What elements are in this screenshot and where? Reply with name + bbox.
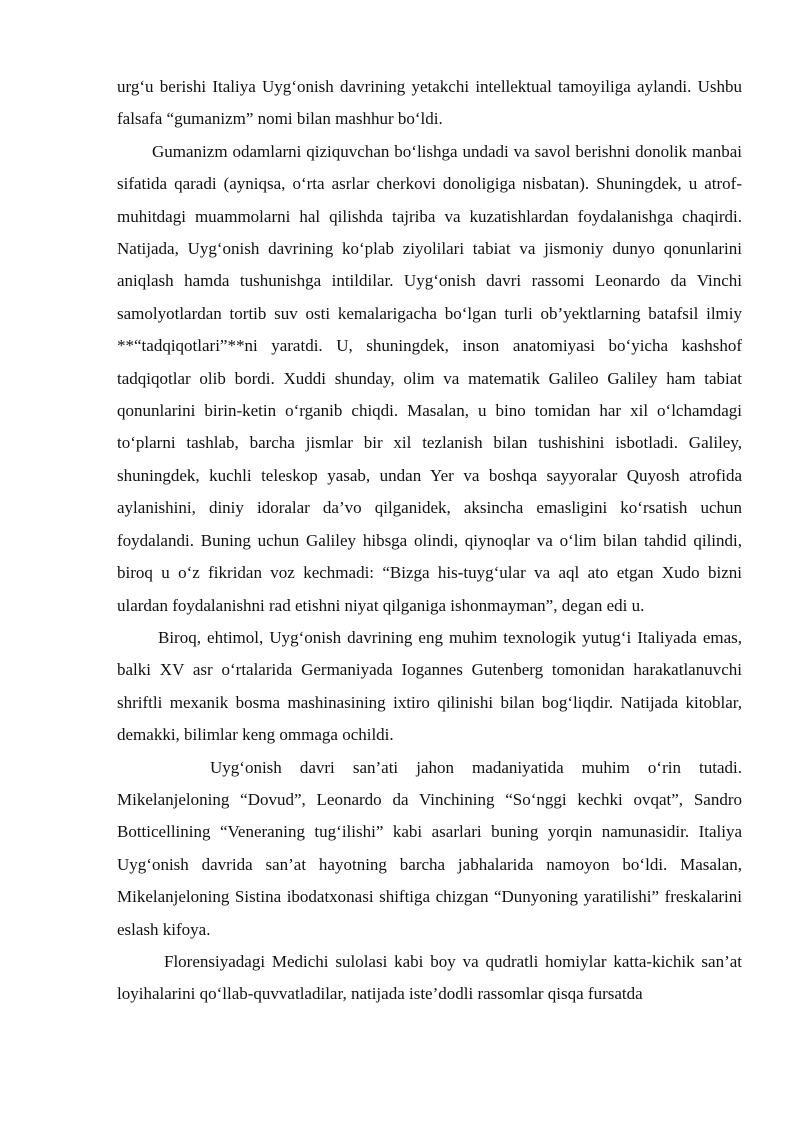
paragraph-continuation: urg‘u berishi Italiya Uyg‘onish davrining yetakchi intellektual tamoyiliga aylandi. Ushbu falsafa “gumanizm” nomi bilan mashhur bo‘ldi. [117,77,742,129]
paragraph-humanism: Gumanizm odamlarni qiziquvchan bo‘lishga undadi va savol berishni donolik manbai sifatida qaradi (ayniqsa, o‘rta asrlar cherkovi donoligiga nisbatan). Shuningdek, u atrof-muhitdagi muammolarni hal qilishda tajriba va kuzatishlardan foydalanishga chaqirdi. Natijada, Uyg‘onish davrining ko‘plab ziyolilari tabiat va jismoniy dunyo qonunlarini aniqlash hamda tushunishga intildilar. Uyg‘onish davri rassomi Leonardo da Vinchi samolyotlardan tortib suv osti kemalarigacha bo‘lgan turli ob’yektlarning batafsil ilmiy **“tadqiqotlari”**ni yaratdi. U, shuningdek, inson anatomiyasi bo‘yicha kashshof tadqiqotlar olib bordi. Xuddi shunday, olim va matematik Galileo Galiley ham tabiat qonunlarini birin-ketin o‘rganib chiqdi. Masalan, u bino tomidan har xil o‘lchamdagi to‘plarni tashlab, barcha jismlar bir xil tezlanish bilan tushishini isbotladi. Galiley, shuningdek, kuchli teleskop yasab, undan Yer va boshqa sayyoralar Quyosh atrofida aylanishini, diniy idoralar da’vo qilganidek, aksincha emasligini ko‘rsatish uchun foydalandi. Buning uchun Galiley hibsga olindi, qiynoqlar va o‘lim bilan tahdid qilindi, biroq u o‘z fikridan voz kechmadi: “Bizga his-tuyg‘ular va aql ato etgan Xudo bizni ulardan foydalanishni rad etishni niyat qilganiga ishonmayman”, degan edi u. [117,141,742,615]
paragraph-medici-patrons: Florensiyadagi Medichi sulolasi kabi boy va qudratli homiylar katta-kichik san’at loyihalarini qo‘llab-quvvatladilar, natijada iste’dodli rassomlar qisqa fursatda [117,951,742,1004]
paragraph-renaissance-art: Uyg‘onish davri san’ati jahon madaniyatida muhim o‘rin tutadi. Mikelanjeloning “Dovud”, Leonardo da Vinchining “So‘nggi kechki ovqat”, Sandro Botticellining “Veneraning tug‘ilishi” kabi asarlari buning yorqin namunasidir. Italiya Uyg‘onish davrida san’at hayotning barcha jabhalarida namoyon bo‘ldi. Masalan, Mikelanjeloning Sistina ibodatxonasi shiftiga chizgan “Dunyoning yaratilishi” freskalarini eslash kifoya. [117,757,742,939]
paragraph-printing-press: Biroq, ehtimol, Uyg‘onish davrining eng muhim texnologik yutug‘i Italiyada emas, balki XV asr o‘rtalarida Germaniyada Iogannes Gutenberg tomonidan harakatlanuvchi shriftli mexanik bosma mashinasining ixtiro qilinishi bilan bog‘liqdir. Natijada kitoblar, demakki, bilimlar keng ommaga ochildi. [117,627,742,745]
document-page [117,71,742,1011]
